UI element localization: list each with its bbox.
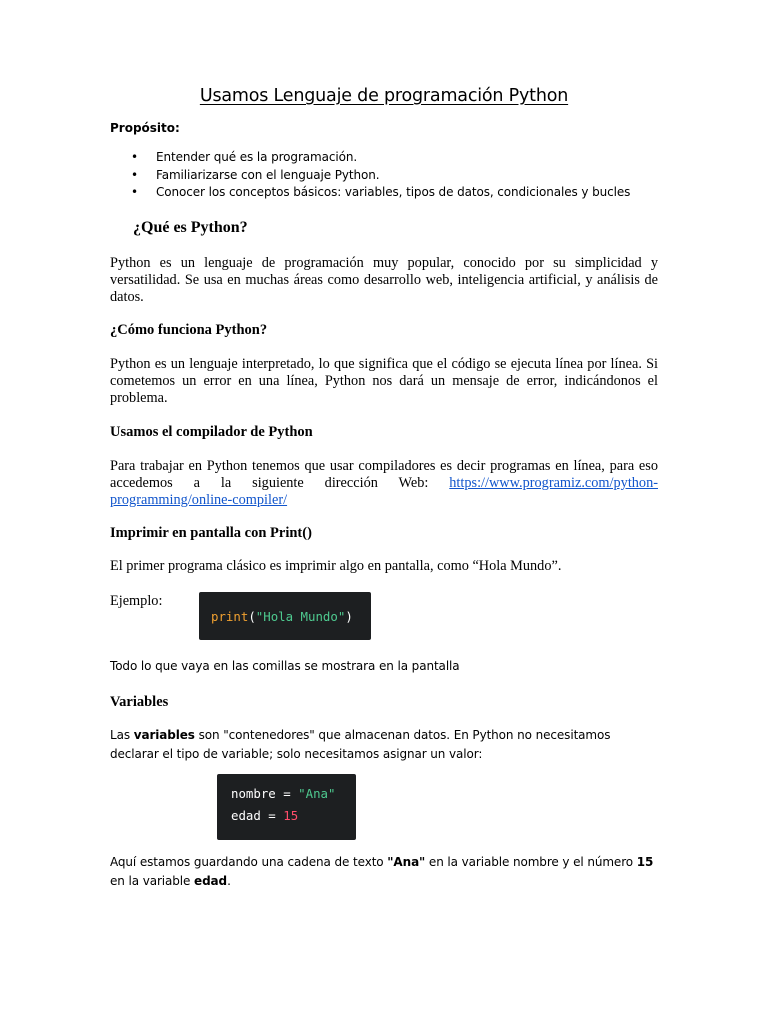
code-function: print [211,609,249,624]
paragraph-print: El primer programa clásico es imprimir algo en pantalla, como “Hola Mundo”. [110,558,562,574]
heading-how-python-works: ¿Cómo funciona Python? [110,322,268,338]
heading-compiler: Usamos el compilador de Python [110,424,313,440]
print-code-block [199,592,371,640]
variables-code-block [217,774,356,840]
code-string: "Hola Mundo" [255,609,346,624]
document-title: Usamos Lenguaje de programación Python [199,86,569,106]
list-item: • Conocer los conceptos básicos: variables, tipos de datos, condicionales y bucles [131,185,631,199]
heading-what-is-python: ¿Qué es Python? [133,219,248,236]
paragraph-compiler: Para trabajar en Python tenemos que usar compiladores es decir programas en línea, para eso accedemos a la siguiente dirección Web: https://www.programiz.com/python-programming/online-compiler/ [110,458,658,508]
bullet-icon: • [131,185,138,199]
paragraph-variables: Las variables son "contenedores" que almacenan datos. En Python no necesitamos declarar el tipo de variable; solo necesitamos asignar un valor: [110,728,611,761]
code-line-nombre: nombre = "Ana" [231,786,336,801]
compiler-link[interactable]: https://www.programiz.com/python-programming/online-compiler/ [110,475,658,508]
paragraph-what-is-python: Python es un lenguaje de programación muy popular, conocido por su simplicidad y versatilidad. Se usa en muchas áreas como desarrollo web, inteligencia artificial, y análisis de datos. [110,255,658,305]
purpose-list [110,149,670,202]
example-label: Ejemplo: [110,593,163,609]
purpose-label: Propósito: [110,121,180,135]
heading-variables: Variables [110,694,169,710]
list-item: • Familiarizarse con el lenguaje Python. [131,167,380,182]
heading-print: Imprimir en pantalla con Print() [110,525,312,541]
bullet-icon: • [131,167,138,182]
print-note: Todo lo que vaya en las comillas se mostrara en la pantalla [110,659,460,673]
code-line-edad: edad = 15 [231,808,299,823]
paragraph-how-python-works: Python es un lenguaje interpretado, lo que significa que el código se ejecuta línea por línea. Si cometemos un error en una línea, Python nos dará un mensaje de error, indicándonos el problema. [110,356,658,406]
paragraph-variables-explanation: Aquí estamos guardando una cadena de texto "Ana" en la variable nombre y el número 15 en la variable edad. [110,855,654,888]
list-item: • Entender qué es la programación. [131,150,358,164]
print-code-line: print("Hola Mundo") [211,609,353,624]
bullet-icon: • [131,150,138,164]
